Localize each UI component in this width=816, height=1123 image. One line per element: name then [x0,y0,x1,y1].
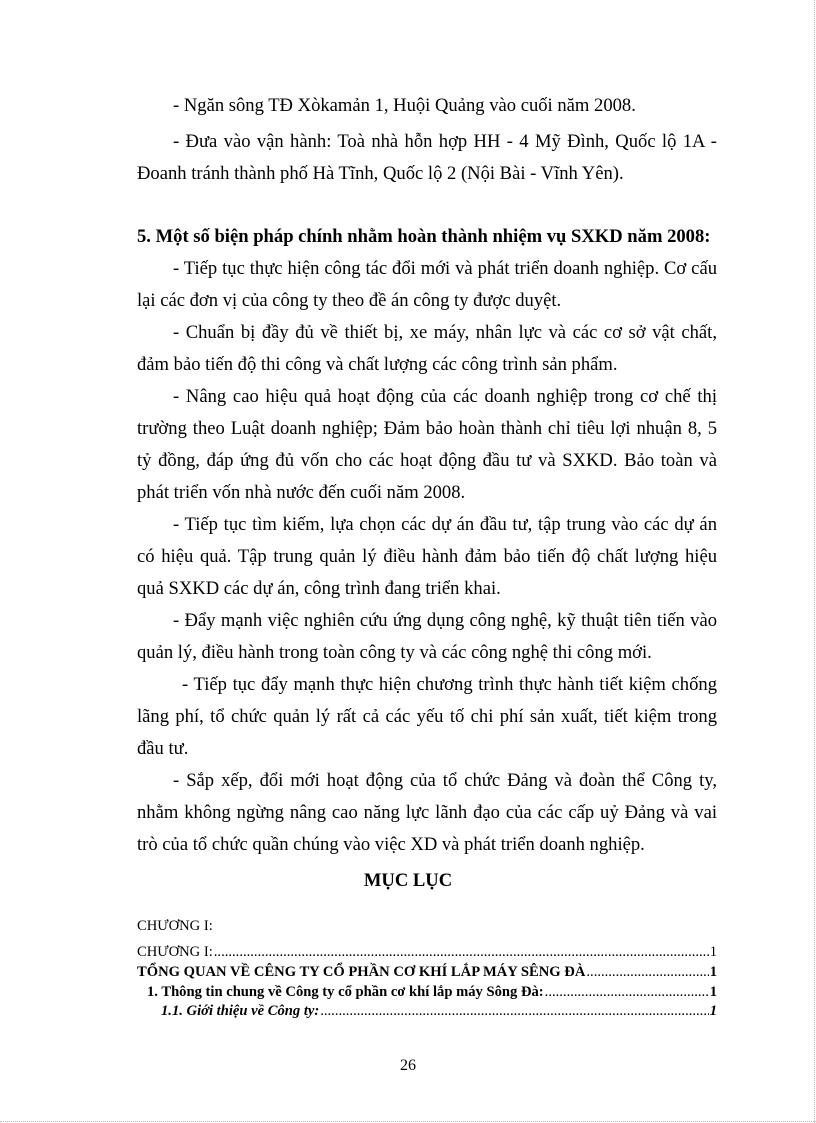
toc-leader [545,983,709,1001]
toc-leader [320,1002,708,1020]
chapter-heading: CHƯƠNG I: [137,918,213,934]
toc-entry-page: 1 [709,1003,717,1019]
toc-leader [214,943,709,961]
toc-entry-text: CHƯƠNG I: [137,944,213,960]
toc-entry-text: 1.1. Giới thiệu về Công ty: [161,1003,320,1019]
section-5-item: - Chuẩn bị đầy đủ về thiết bị, xe máy, nhân lực và các cơ sở vật chất, đảm bảo tiến độ thi công và chất lượng các công trình sản phẩm. [137,322,717,375]
toc-entry-page: 1 [709,944,717,960]
section-5-item: - Nâng cao hiệu quả hoạt động của các doanh nghiệp trong cơ chế thị trường theo Luật doanh nghiệp; Đảm bảo hoàn thành chỉ tiêu lợi nhuận 8, 5 tỷ đồng, đáp ứng đủ vốn cho các hoạt động đầu tư và SXKD. Bảo toàn và phát triển vốn nhà nước đến cuối năm 2008. [137,386,717,503]
section-5-item: - Tiếp tục thực hiện công tác đổi mới và phát triển doanh nghiệp. Cơ cấu lại các đơn vị của công ty theo đề án công ty được duyệt. [137,258,717,311]
paragraph-ngan-song: - Ngăn sông TĐ Xòkamản 1, Huội Quảng vào cuối năm 2008. [173,95,636,116]
toc-entry[interactable] [161,1002,717,1020]
section-5-item: - Tiếp tục tìm kiếm, lựa chọn các dự án đầu tư, tập trung vào các dự án có hiệu quả. Tập trung quản lý điều hành đảm bảo tiến độ chất lượng hiệu quả SXKD các dự án, công trình đang triển khai. [137,514,717,599]
toc-entry[interactable] [137,943,717,961]
page-edge-bottom [0,1121,816,1122]
toc-entry-text: 1. Thông tin chung về Công ty cổ phần cơ khí lắp máy Sông Đà: [147,984,544,1000]
section-5-item: - Sắp xếp, đổi mới hoạt động của tổ chức Đảng và đoàn thể Công ty, nhằm không ngừng nâng cao năng lực lãnh đạo của các cấp uỷ Đảng và vai trò của tổ chức quần chúng vào việc XD và phát triển doanh nghiệp. [137,770,717,855]
toc-leader [586,963,708,981]
section-5-item: - Tiếp tục đẩy mạnh thực hiện chương trình thực hành tiết kiệm chống lãng phí, tổ chức quản lý rất cả các yếu tố chi phí sản xuất, tiết kiệm trong đầu tư. [137,674,717,759]
toc-entry-page: 1 [709,964,717,980]
toc-title: MỤC LỤC [363,870,453,891]
toc-entry[interactable] [137,963,717,981]
paragraph-dua-vao-van-hanh: - Đưa vào vận hành: Toà nhà hỗn hợp HH - 4 Mỹ Đình, Quốc lộ 1A - Đoanh tránh thành phố Hà Tĩnh, Quốc lộ 2 (Nội Bài - Vĩnh Yên). [137,131,717,184]
section-5-item: - Đẩy mạnh việc nghiên cứu ứng dụng công nghệ, kỹ thuật tiên tiến vào quản lý, điều hành trong toàn công ty và các công nghệ thi công mới. [137,610,717,663]
toc-entry-page: 1 [709,984,717,1000]
toc-entry-text: TỔNG QUAN VỀ CÊNG TY CỔ PHẦN CƠ KHÍ LẮP MÁY SÊNG ĐÀ [137,964,586,980]
toc-entry[interactable] [147,983,717,1001]
page-number: 26 [400,1057,416,1074]
section-5-heading: 5. Một số biện pháp chính nhằm hoàn thành nhiệm vụ SXKD năm 2008: [137,226,711,247]
page-edge-right [814,0,815,1123]
